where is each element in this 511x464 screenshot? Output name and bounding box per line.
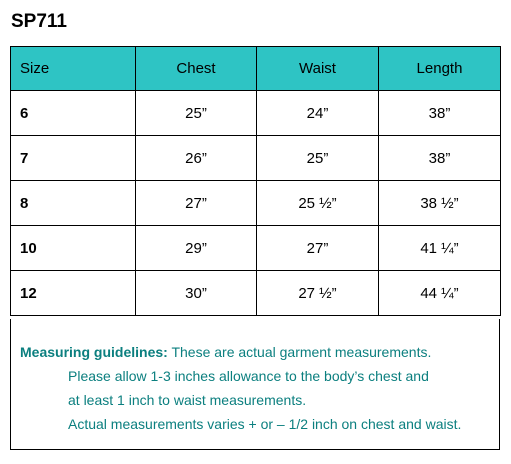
cell-size: 10 bbox=[11, 226, 136, 271]
guideline-line-2: Please allow 1-3 inches allowance to the body’s chest and bbox=[68, 368, 429, 384]
cell-length: 44 ¼” bbox=[379, 271, 501, 316]
table-row bbox=[11, 226, 501, 271]
cell-waist: 25 ½” bbox=[257, 181, 379, 226]
guideline-line-4: Actual measurements varies + or – 1/2 inch on chest and waist. bbox=[68, 416, 462, 432]
header-size: Size bbox=[11, 47, 136, 91]
cell-length: 38” bbox=[379, 136, 501, 181]
cell-chest: 29” bbox=[136, 226, 257, 271]
guidelines-label: Measuring guidelines: bbox=[20, 344, 168, 360]
measuring-guidelines-box bbox=[10, 319, 500, 450]
table-header-row bbox=[11, 47, 501, 91]
guideline-line-3: at least 1 inch to waist measurements. bbox=[68, 392, 307, 408]
cell-size: 6 bbox=[11, 91, 136, 136]
table-row bbox=[11, 271, 501, 316]
cell-waist: 24” bbox=[257, 91, 379, 136]
cell-size: 7 bbox=[11, 136, 136, 181]
table-row bbox=[11, 181, 501, 226]
cell-chest: 25” bbox=[136, 91, 257, 136]
cell-waist: 25” bbox=[257, 136, 379, 181]
cell-chest: 30” bbox=[136, 271, 257, 316]
cell-chest: 27” bbox=[136, 181, 257, 226]
cell-length: 38 ½” bbox=[379, 181, 501, 226]
cell-size: 8 bbox=[11, 181, 136, 226]
cell-waist: 27 ½” bbox=[257, 271, 379, 316]
size-chart-table bbox=[10, 46, 501, 316]
header-chest: Chest bbox=[136, 47, 257, 91]
header-waist: Waist bbox=[257, 47, 379, 91]
page-title: SP711 bbox=[11, 11, 67, 32]
cell-waist: 27” bbox=[257, 226, 379, 271]
header-length: Length bbox=[379, 47, 501, 91]
cell-length: 38” bbox=[379, 91, 501, 136]
guideline-text-1: These are actual garment measurements. bbox=[171, 344, 432, 360]
cell-chest: 26” bbox=[136, 136, 257, 181]
table-row bbox=[11, 136, 501, 181]
cell-length: 41 ¼” bbox=[379, 226, 501, 271]
table-row bbox=[11, 91, 501, 136]
cell-size: 12 bbox=[11, 271, 136, 316]
guideline-line-1 bbox=[20, 343, 431, 361]
